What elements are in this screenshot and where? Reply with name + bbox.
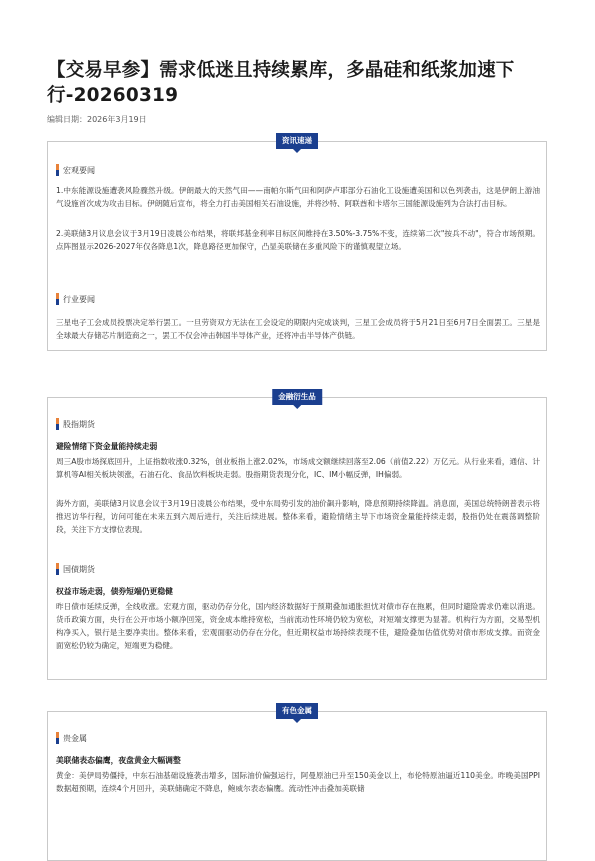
section-derivatives	[47, 392, 547, 680]
paragraph: 黄金：美伊局势僵持，中东石油基础设施袭击增多，国际油价偏强运行，阿曼原油已升至150美金以上，布伦特原油逼近110美金。昨晚美国PPI数据超预期，连续4个月回升，美联储确定不降息，鲍威尔表态偏鹰。流动性冲击叠加美联储	[56, 771, 540, 793]
marker-icon	[56, 293, 59, 305]
section-badge: 资讯速递	[276, 133, 318, 149]
subsection-precious-metals-title	[56, 732, 87, 744]
headline: 权益市场走弱，债券短端仍更稳健	[56, 587, 173, 596]
section-badge: 有色金属	[276, 703, 318, 719]
subsection-label: 贵金属	[63, 733, 87, 743]
headline: 美联储表态偏鹰，夜盘黄金大幅调整	[56, 756, 181, 765]
marker-icon	[56, 732, 59, 744]
paragraph: 海外方面，美联储3月议息会议于3月19日凌晨公布结果，受中东局势引发的油价飙升影响，降息预期持续降温。消息面，美国总统特朗普表示将推迟访华行程，访问可能在未来五到六周后进行，关注后续进展。整体来看，避险情绪主导下市场资金量能持续走弱，股指仍处在震荡调整阶段，关注下方支撑位表现。	[56, 499, 540, 534]
section-badge: 金融衍生品	[272, 389, 322, 405]
subsection-label: 股指期货	[63, 419, 95, 429]
paragraph: 昨日债市延续反弹，全线收涨。宏观方面，驱动仍存分化，国内经济数据好于预期叠加通胀担忧对债市存在拖累，但同时避险需求仍难以消退。货币政策方面，央行在公开市场小额净回笼，资金成本维持宽松，当前流动性环境仍较为宽松，对短端支撑更为显著。机构行为方面，交易型机构净买入，银行是主要净卖出。整体来看，宏观面驱动仍存在分化，但近期权益市场持续表现不佳，避险叠加估值优势对债市形成支撑。而资金面宽松仍较为确定，短端更为稳健。	[56, 602, 540, 650]
paragraph: 周三A股市场探底回升，上证指数收涨0.32%，创业板指上涨2.02%，市场成交额继续回落至2.06（前值2.22）万亿元。从行业来看，通信、计算机等AI相关板块领涨，石油石化、食品饮料板块走弱。股指期货表现分化，IC、IM小幅反弹，IH偏弱。	[56, 457, 540, 479]
paragraph: 三星电子工会成员投票决定举行罢工。一旦劳资双方无法在工会设定的期限内完成谈判，三星工会成员将于5月21日至6月7日全面罢工。三星是全球最大存储芯片制造商之一，罢工不仅会冲击韩国半导体产业，还将冲击半导体产供链。	[56, 318, 540, 340]
page-title: 【交易早参】需求低迷且持续累库，多晶硅和纸浆加速下行-20260319	[47, 60, 515, 106]
subsection-label: 国债期货	[63, 564, 95, 574]
headline: 避险情绪下资金量能持续走弱	[56, 442, 158, 451]
subsection-label: 行业要闻	[63, 294, 95, 304]
edit-date: 编辑日期：2026年3月19日	[47, 115, 147, 124]
section-news	[47, 136, 547, 351]
subsection-bond-futures-title	[56, 563, 95, 575]
subsection-macro-title	[56, 164, 95, 176]
subsection-index-futures-title	[56, 418, 95, 430]
paragraph: 1.中东能源设施遭袭风险骤然升级。伊朗最大的天然气田——南帕尔斯气田和阿萨卢耶部分石油化工设施遭美国和以色列袭击，这是伊朗上游油气设施首次成为攻击目标。伊朗随后宣布，将全力打击美国相关石油设施，并将沙特、阿联酋和卡塔尔三国能源设施列为合法打击目标。	[56, 186, 540, 208]
subsection-label: 宏观要闻	[63, 165, 95, 175]
marker-icon	[56, 418, 59, 430]
paragraph: 2.美联储3月议息会议于3月19日凌晨公布结果，将联邦基金利率目标区间维持在3.50%-3.75%不变，连续第二次"按兵不动"，符合市场预期。点阵图显示2026-2027年仅各降息1次，降息路径更加保守，凸显美联储在多重风险下的谨慎观望立场。	[56, 229, 540, 251]
marker-icon	[56, 164, 59, 176]
marker-icon	[56, 563, 59, 575]
subsection-industry-title	[56, 293, 95, 305]
section-nonferrous	[47, 706, 547, 861]
